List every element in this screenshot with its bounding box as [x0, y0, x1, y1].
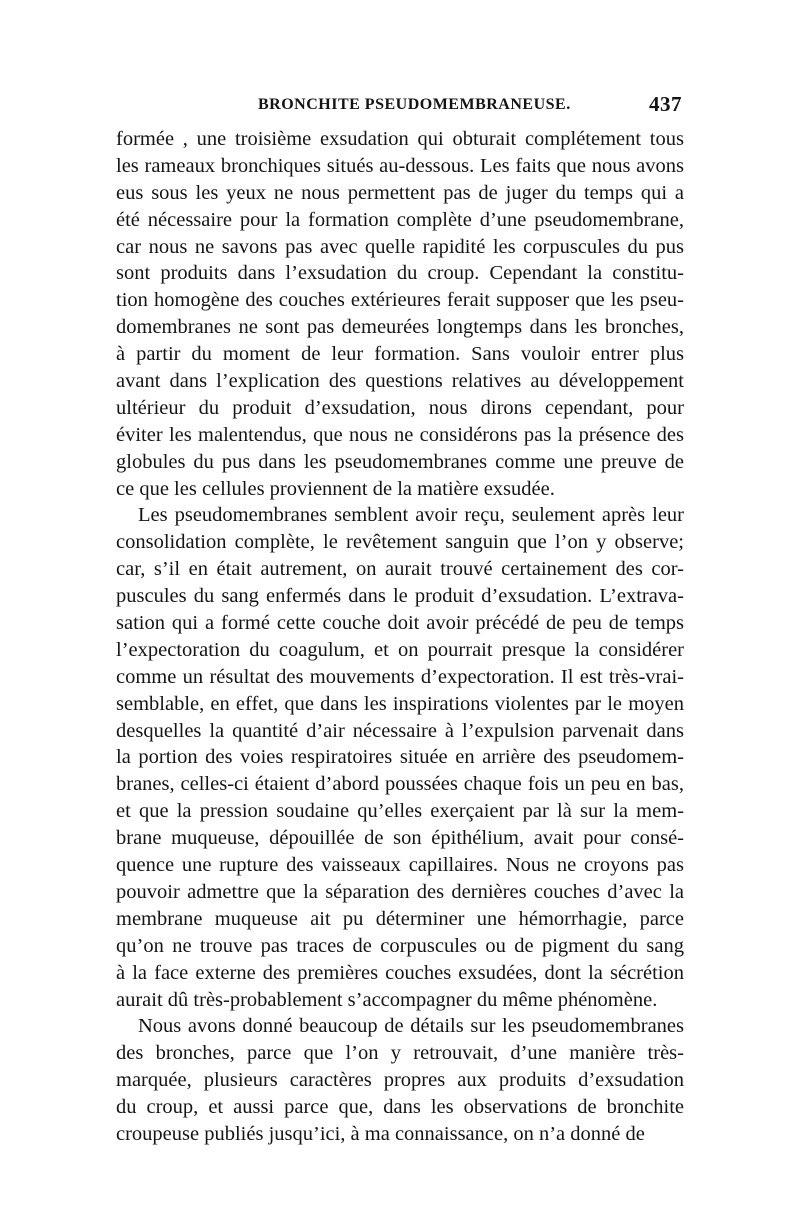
- text-line: du croup, et aussi parce que, dans les observations de bronchite: [116, 1096, 684, 1119]
- text-line: semblable, en effet, que dans les inspirations violentes par le moyen: [116, 692, 684, 715]
- text-line: l’expectoration du coagulum, et on pourrait presque la considérer: [116, 638, 684, 661]
- text-line: car nous ne savons pas avec quelle rapidité les corpuscules du pus: [116, 235, 684, 258]
- text-line: croupeuse publiés jusqu’ici, à ma connaissance, on n’a donné de: [116, 1122, 645, 1145]
- page-number: 437: [649, 92, 682, 116]
- text-line: des bronches, parce que l’on y retrouvait, d’une manière très-: [116, 1042, 684, 1065]
- text-line: pouvoir admettre que la séparation des dernières couches d’avec la: [116, 880, 684, 903]
- text-line: formée , une troisième exsudation qui obturait complétement tous: [116, 128, 684, 150]
- text-line: sont produits dans l’exsudation du croup. Cependant la constitu-: [116, 262, 684, 285]
- text-line: à la face externe des premières couches exsudées, dont la sécrétion: [116, 961, 684, 984]
- text-line: branes, celles-ci étaient d’abord poussées chaque fois un peu en bas,: [116, 773, 684, 796]
- text-line: marquée, plusieurs caractères propres aux produits d’exsudation: [116, 1069, 684, 1092]
- text-line: éviter les malentendus, que nous ne considérons pas la présence des: [116, 423, 684, 446]
- text-line: brane muqueuse, dépouillée de son épithélium, avait pour consé-: [116, 827, 684, 850]
- text-line: Les pseudomembranes semblent avoir reçu, seulement après leur: [138, 504, 684, 527]
- text-line: aurait dû très-probablement s’accompagner du même phénomène.: [116, 988, 658, 1011]
- text-line: à partir du moment de leur formation. Sans vouloir entrer plus: [116, 343, 684, 366]
- text-line: car, s’il en était autrement, on aurait trouvé certainement des cor-: [116, 558, 684, 581]
- book-page: [116, 92, 684, 1148]
- text-line: sation qui a formé cette couche doit avoir précédé de peu de temps: [116, 612, 684, 635]
- text-line: consolidation complète, le revêtement sanguin que l’on y observe;: [116, 531, 684, 554]
- paragraph: [116, 502, 684, 1013]
- text-line: ultérieur du produit d’exsudation, nous dirons cependant, pour: [116, 396, 684, 419]
- paragraph: [116, 1013, 684, 1147]
- text-line: les rameaux bronchiques situés au-dessous. Les faits que nous avons: [116, 154, 684, 177]
- text-line: globules du pus dans les pseudomembranes comme une preuve de: [116, 450, 684, 473]
- text-line: Nous avons donné beaucoup de détails sur les pseudomembranes: [138, 1015, 684, 1038]
- text-line: domembranes ne sont pas demeurées longtemps dans les bronches,: [116, 316, 684, 339]
- text-line: desquelles la quantité d’air nécessaire à l’expulsion parvenait dans: [116, 719, 684, 742]
- text-line: qu’on ne trouve pas traces de corpuscules ou de pigment du sang: [116, 934, 684, 957]
- text-line: comme un résultat des mouvements d’expectoration. Il est très-vrai-: [116, 665, 684, 688]
- running-title: BRONCHITE PSEUDOMEMBRANEUSE.: [258, 96, 571, 113]
- text-line: puscules du sang enfermés dans le produit d’exsudation. L’extrava-: [116, 585, 684, 608]
- text-line: tion homogène des couches extérieures ferait supposer que les pseu-: [116, 289, 684, 312]
- text-line: ce que les cellules proviennent de la matière exsudée.: [116, 477, 555, 500]
- text-line: été nécessaire pour la formation complète d’une pseudomembrane,: [116, 208, 684, 231]
- text-line: eus sous les yeux ne nous permettent pas de juger du temps qui a: [116, 181, 684, 204]
- body-text: [116, 126, 684, 1148]
- text-line: avant dans l’explication des questions relatives au développement: [116, 370, 684, 393]
- text-line: quence une rupture des vaisseaux capillaires. Nous ne croyons pas: [116, 854, 684, 877]
- text-line: la portion des voies respiratoires située en arrière des pseudomem-: [116, 746, 684, 769]
- running-head: [116, 92, 684, 122]
- text-line: et que la pression soudaine qu’elles exerçaient par là sur la mem-: [116, 800, 684, 823]
- text-line: membrane muqueuse ait pu déterminer une hémorrhagie, parce: [116, 907, 684, 930]
- paragraph: [116, 126, 684, 502]
